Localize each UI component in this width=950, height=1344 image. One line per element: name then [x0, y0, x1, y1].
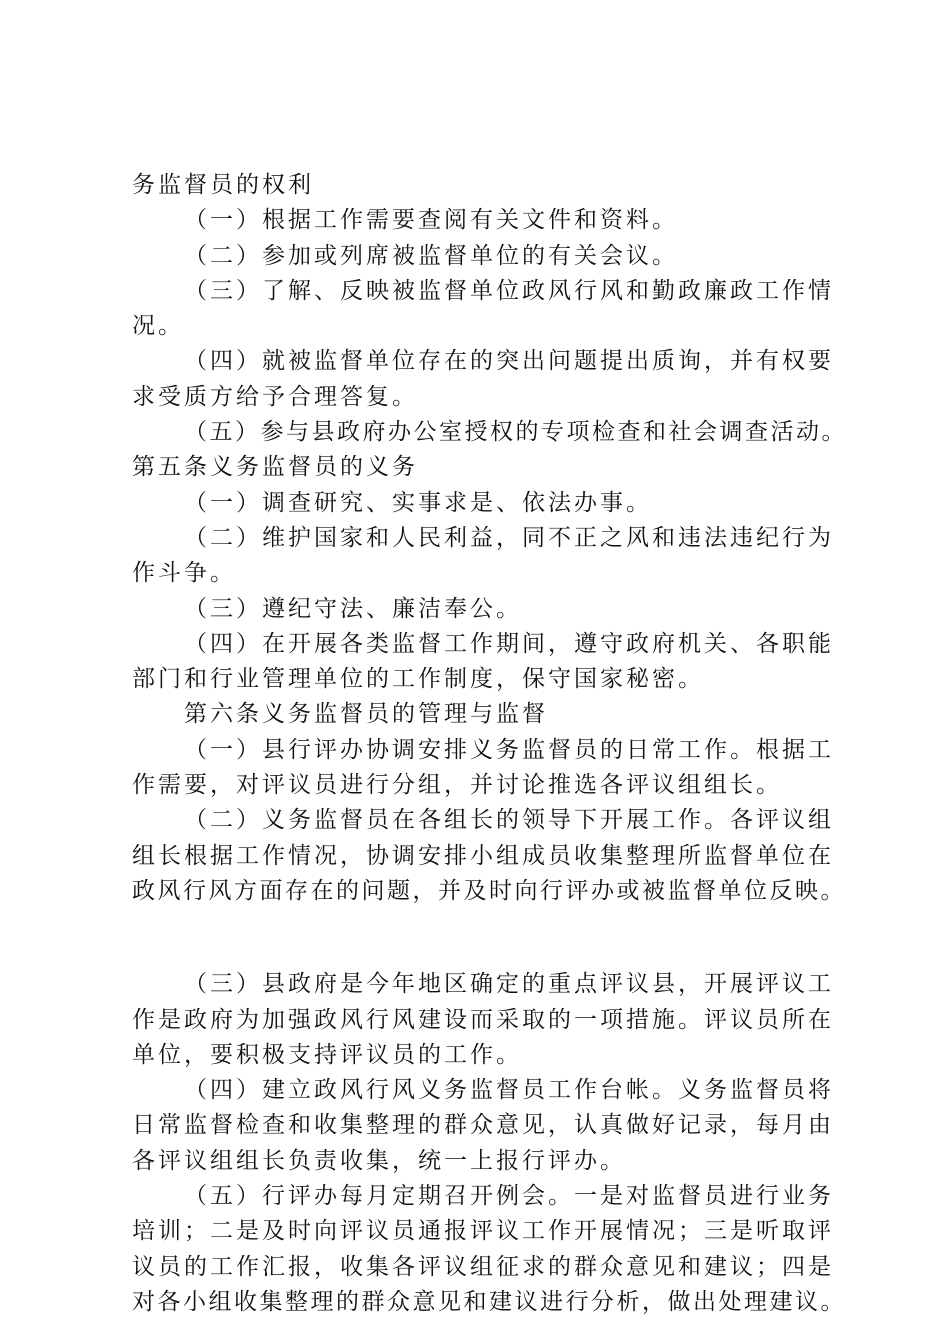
- text-line: 政风行风方面存在的问题，并及时向行评办或被监督单位反映。: [132, 877, 846, 904]
- text-line: 单位，要积极支持评议员的工作。: [132, 1041, 522, 1068]
- text-line: （三）县政府是今年地区确定的重点评议县，开展评议工: [184, 971, 834, 998]
- text-line: 况。: [132, 313, 184, 340]
- text-line: （四）建立政风行风义务监督员工作台帐。义务监督员将: [184, 1077, 834, 1104]
- text-line: （五）参与县政府办公室授权的专项检查和社会调查活动。: [184, 419, 847, 446]
- text-line: （二）义务监督员在各组长的领导下开展工作。各评议组: [184, 807, 834, 834]
- text-line: 对各小组收集整理的群众意见和建议进行分析，做出处理建议。: [132, 1288, 846, 1315]
- text-line: 议员的工作汇报，收集各评议组征求的群众意见和建议；四是: [132, 1253, 834, 1280]
- paragraph-gap: [132, 909, 852, 967]
- text-line: 作是政府为加强政风行风建设而采取的一项措施。评议员所在: [132, 1006, 834, 1033]
- text-line: （三）了解、反映被监督单位政风行风和勤政廉政工作情: [184, 277, 834, 304]
- text-line: （一）县行评办协调安排义务监督员的日常工作。根据工: [184, 736, 834, 763]
- text-line: （三）遵纪守法、廉洁奉公。: [184, 595, 522, 622]
- section-heading: 第六条义务监督员的管理与监督: [184, 701, 548, 728]
- text-line: （一）根据工作需要查阅有关文件和资料。: [184, 207, 678, 234]
- text-line: 求受质方给予合理答复。: [132, 383, 418, 410]
- text-line: 作斗争。: [132, 560, 236, 587]
- text-line: 务监督员的权利: [132, 172, 314, 198]
- text-line: 部门和行业管理单位的工作制度，保守国家秘密。: [132, 666, 704, 693]
- text-line: 各评议组组长负责收集，统一上报行评办。: [132, 1147, 626, 1174]
- text-line: （二）参加或列席被监督单位的有关会议。: [184, 242, 678, 269]
- body-text: [132, 168, 852, 1320]
- text-line: （二）维护国家和人民利益，同不正之风和违法违纪行为: [184, 524, 834, 551]
- text-line: 作需要，对评议员进行分组，并讨论推选各评议组组长。: [132, 772, 782, 799]
- text-line: （一）调查研究、实事求是、依法办事。: [184, 489, 652, 516]
- text-line: （四）在开展各类监督工作期间，遵守政府机关、各职能: [184, 630, 834, 657]
- text-line: 培训；二是及时向评议员通报评议工作开展情况；三是听取评: [132, 1218, 834, 1245]
- text-line: （四）就被监督单位存在的突出问题提出质询，并有权要: [184, 348, 834, 375]
- text-line: 组长根据工作情况，协调安排小组成员收集整理所监督单位在: [132, 842, 834, 869]
- text-line: （五）行评办每月定期召开例会。一是对监督员进行业务: [184, 1183, 834, 1210]
- section-heading: 第五条义务监督员的义务: [132, 454, 418, 481]
- text-line: 日常监督检查和收集整理的群众意见，认真做好记录，每月由: [132, 1112, 834, 1139]
